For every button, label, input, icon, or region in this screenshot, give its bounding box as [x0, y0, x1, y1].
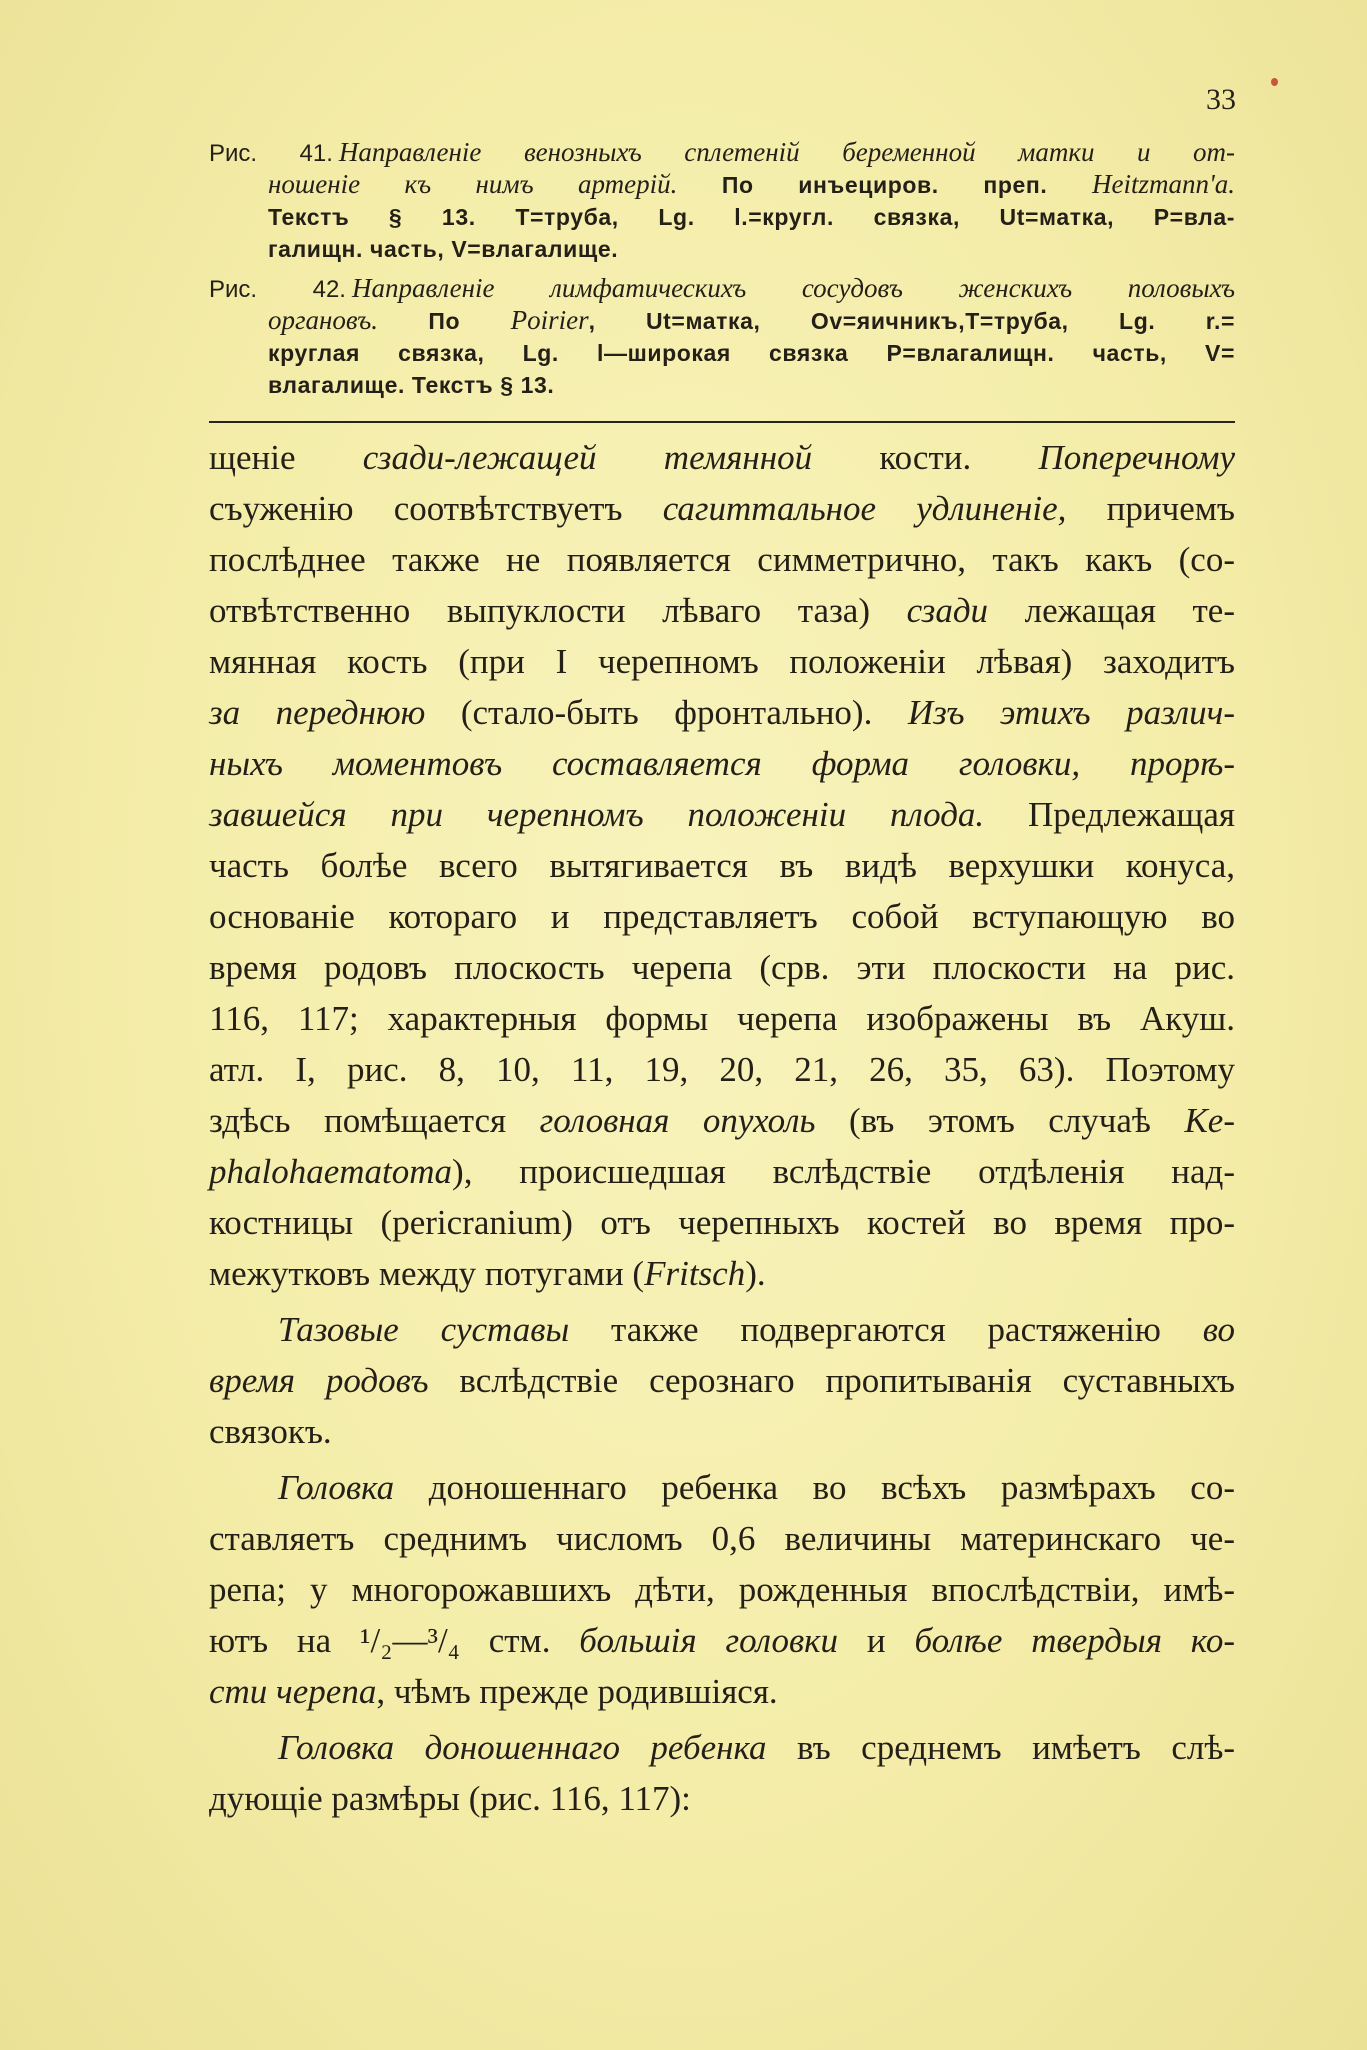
- body-text-run: , чѣмъ прежде родившіяся.: [376, 1672, 778, 1711]
- caption-text-italic: Направленіе венозныхъ сплетеній беременной матки и от-: [338, 137, 1235, 167]
- body-line: [209, 1406, 1235, 1457]
- body-text-italic: головная опухоль: [539, 1101, 816, 1140]
- body-text-run: время родовъ плоскость черепа (срв. эти плоскости на рис.: [209, 948, 1235, 987]
- caption-text: круглая связка, Lg. l—широкая связка P=влагалищн. часть, V=: [268, 340, 1235, 366]
- body-text-run: вслѣдствіе серознаго пропитыванія суставныхъ: [428, 1361, 1235, 1400]
- ink-spot: [1271, 78, 1278, 86]
- body-text-run: съуженію соотвѣтствуетъ: [209, 489, 663, 528]
- body-text-italic: ныхъ моментовъ составляется форма головки, прорѣ-: [209, 744, 1235, 783]
- body-line: [209, 1304, 1235, 1355]
- body-line: [209, 585, 1235, 636]
- body-text-italic: Fritsch: [644, 1254, 746, 1293]
- body-line: [209, 840, 1235, 891]
- caption-text-italic: Heitzmann'a.: [1091, 169, 1235, 199]
- caption-line: [209, 304, 1235, 336]
- body-text-run: въ среднемъ имѣетъ слѣ-: [766, 1728, 1235, 1767]
- body-text-italic: за переднюю: [209, 693, 426, 732]
- body-text-italic: время родовъ: [209, 1361, 429, 1400]
- body-text-run: атл. I, рис. 8, 10, 11, 19, 20, 21, 26, 35, 63). Поэтому: [209, 1050, 1235, 1089]
- caption-text: По инъециров. преп.: [677, 172, 1092, 198]
- body-line: [209, 534, 1235, 585]
- caption-text: Текстъ § 13. T=труба, Lg. l.=кругл. связка, Ut=матка, P=вла-: [268, 204, 1235, 230]
- body-text-run: кости.: [812, 438, 1039, 477]
- body-line: [209, 1095, 1235, 1146]
- body-text-run: (въ этомъ случаѣ: [815, 1101, 1185, 1140]
- body-text-italic: сзади: [906, 591, 989, 630]
- body-text-italic: сзади-лежащей темянной: [362, 438, 813, 477]
- body-text-italic: Изъ этихъ различ-: [907, 693, 1236, 732]
- body-line: [209, 738, 1235, 789]
- body-text-italic: Ke-: [1184, 1101, 1235, 1140]
- body-line: [209, 1248, 1235, 1299]
- body-line: [209, 993, 1235, 1044]
- body-text-italic: Головка доношеннаго ребенка: [278, 1728, 767, 1767]
- caption-text-italic: ношеніе къ нимъ артерій.: [268, 169, 678, 199]
- body-line: [209, 789, 1235, 840]
- paragraph: [209, 1304, 1235, 1457]
- paragraph: [209, 1462, 1235, 1717]
- page-number: 33: [1206, 83, 1236, 116]
- body-line: [209, 942, 1235, 993]
- caption-line: [209, 200, 1235, 232]
- body-text-italic: сти черепа: [209, 1672, 377, 1711]
- body-text-run: связокъ.: [209, 1412, 332, 1451]
- figure-label: Рис. 42.: [209, 276, 346, 303]
- body-line: [209, 1722, 1235, 1773]
- body-text-run: и: [838, 1621, 915, 1660]
- body-text-run: мянная кость (при I черепномъ положеніи лѣвая) заходитъ: [209, 642, 1235, 681]
- body-line: [209, 432, 1235, 483]
- body-text-run: отвѣтственно выпуклости лѣваго таза): [209, 591, 907, 630]
- body-text-run: причемъ: [1066, 489, 1235, 528]
- body-line: [209, 1044, 1235, 1095]
- body-text-run: лежащая те-: [988, 591, 1235, 630]
- caption-line: [209, 368, 1235, 400]
- caption-text-italic: Poirier: [510, 305, 589, 335]
- body-text-run: костницы (pericranium) отъ черепныхъ костей во время про-: [209, 1203, 1235, 1242]
- body-line: [209, 891, 1235, 942]
- caption-line: [209, 136, 1235, 168]
- body-line: [209, 687, 1235, 738]
- caption-text: , Ut=матка, Ov=яичникъ,T=труба, Lg. r.=: [588, 308, 1236, 334]
- paragraph: [209, 432, 1235, 1299]
- body-text-run: доношеннаго ребенка во всѣхъ размѣрахъ со-: [394, 1468, 1235, 1507]
- body-line: [209, 1462, 1235, 1513]
- body-text: [209, 432, 1235, 1824]
- caption-line: [209, 168, 1235, 200]
- body-text-italic: Тазовые суставы: [278, 1310, 570, 1349]
- body-text-run: 116, 117; характерныя формы черепа изображены въ Акуш.: [209, 999, 1235, 1038]
- figure-caption-41: [209, 136, 1235, 264]
- caption-line: [209, 232, 1235, 264]
- body-text-italic: Поперечному: [1038, 438, 1235, 477]
- body-line: [209, 1666, 1235, 1717]
- caption-text-italic: Направленіе лимфатическихъ сосудовъ женскихъ половыхъ: [351, 273, 1235, 303]
- caption-line: [209, 272, 1235, 304]
- body-line: [209, 1197, 1235, 1248]
- body-text-run: межутковъ между потугами (: [209, 1254, 645, 1293]
- body-text-italic: сагиттальное удлиненіе,: [662, 489, 1067, 528]
- body-text-run: ставляетъ среднимъ числомъ 0,6 величины материнскаго че-: [209, 1519, 1235, 1558]
- body-text-run: основаніе котораго и представляетъ собой вступающую во: [209, 897, 1235, 936]
- body-text-run: ютъ на ¹/₂—³/₄ стм.: [209, 1621, 580, 1660]
- caption-text: влагалище. Текстъ § 13.: [268, 372, 555, 398]
- body-text-run: послѣднее также не появляется симметрично, такъ какъ (со-: [209, 540, 1235, 579]
- caption-line: [209, 336, 1235, 368]
- body-text-run: Предлежащая: [984, 795, 1235, 834]
- caption-text: По: [378, 308, 511, 334]
- body-line: [209, 1513, 1235, 1564]
- body-text-run: часть болѣе всего вытягивается въ видѣ верхушки конуса,: [209, 846, 1235, 885]
- body-line: [209, 1773, 1235, 1824]
- body-text-italic: большія головки: [579, 1621, 839, 1660]
- caption-divider-rule: [209, 421, 1235, 423]
- body-line: [209, 483, 1235, 534]
- body-text-italic: Головка: [278, 1468, 395, 1507]
- body-text-run: ).: [745, 1254, 766, 1293]
- body-text-run: ), происшедшая вслѣдствіе отдѣленія над-: [452, 1152, 1235, 1191]
- body-text-run: дующіе размѣры (рис. 116, 117):: [209, 1779, 691, 1818]
- caption-text-italic: органовъ.: [268, 305, 379, 335]
- figure-captions: [209, 136, 1235, 400]
- body-text-italic: болѣе твердыя ко-: [914, 1621, 1235, 1660]
- body-text-italic: phalohaematoma: [209, 1152, 453, 1191]
- body-text-italic: во: [1202, 1310, 1235, 1349]
- caption-text: галищн. часть, V=влагалище.: [268, 236, 619, 262]
- body-line: [209, 1564, 1235, 1615]
- body-text-run: щеніе: [209, 438, 363, 477]
- body-text-run: также подвергаются растяженію: [569, 1310, 1203, 1349]
- body-line: [209, 1615, 1235, 1666]
- body-text-italic: завшейся при черепномъ положеніи плода.: [209, 795, 985, 834]
- body-line: [209, 1355, 1235, 1406]
- body-line: [209, 1146, 1235, 1197]
- body-line: [209, 636, 1235, 687]
- body-text-run: репа; у многорожавшихъ дѣти, рожденныя впослѣдствіи, имѣ-: [209, 1570, 1235, 1609]
- figure-caption-42: [209, 272, 1235, 400]
- body-text-run: (стало-быть фронтально).: [425, 693, 908, 732]
- paragraph: [209, 1722, 1235, 1824]
- body-text-run: здѣсь помѣщается: [209, 1101, 540, 1140]
- figure-label: Рис. 41.: [209, 140, 333, 167]
